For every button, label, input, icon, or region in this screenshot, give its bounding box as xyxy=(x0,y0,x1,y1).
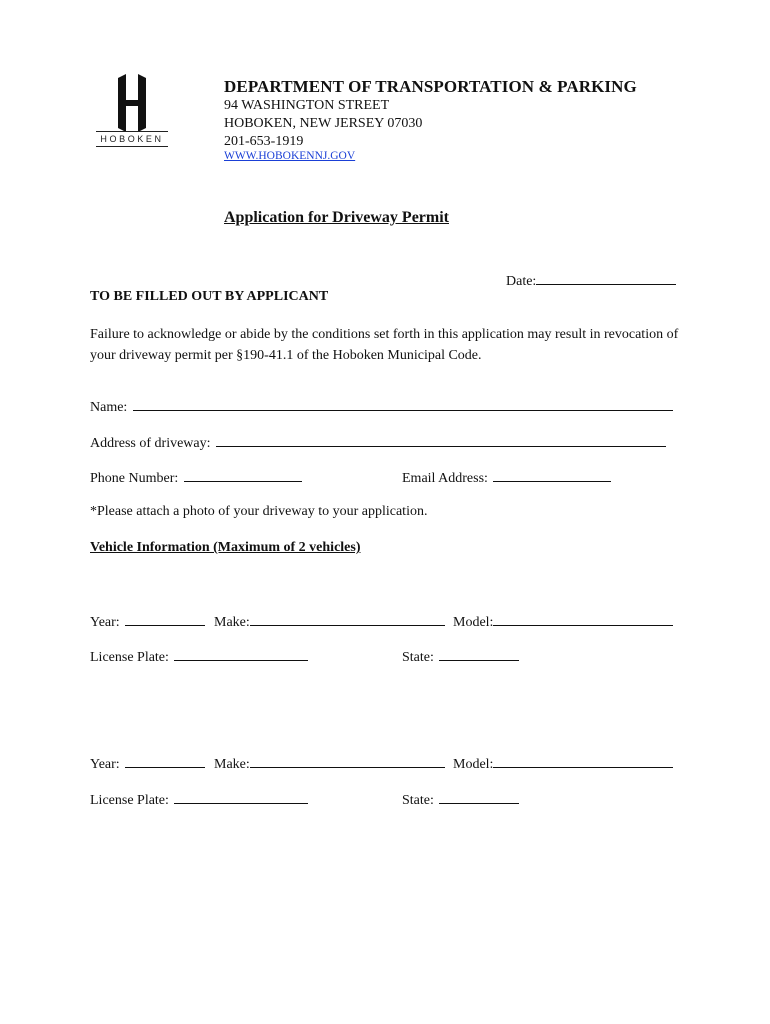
website-link[interactable]: WWW.HOBOKENNJ.GOV xyxy=(224,150,356,162)
vehicle-1-year-field[interactable] xyxy=(90,612,205,631)
hoboken-h-icon xyxy=(96,74,168,132)
vehicle-2-make-blank[interactable] xyxy=(250,754,445,768)
name-blank[interactable] xyxy=(133,397,673,411)
date-label: Date: xyxy=(506,274,537,289)
state-label: State: xyxy=(402,793,434,808)
phone-field[interactable] xyxy=(90,468,302,487)
email-label: Email Address: xyxy=(402,471,488,486)
date-field[interactable] xyxy=(506,271,676,290)
make-label: Make: xyxy=(214,757,250,772)
vehicle-heading: Vehicle Information (Maximum of 2 vehicles) xyxy=(90,540,361,555)
section-label: TO BE FILLED OUT BY APPLICANT xyxy=(90,289,329,304)
vehicle-2-model-field[interactable] xyxy=(453,754,673,773)
name-field[interactable] xyxy=(90,397,673,416)
hoboken-logo xyxy=(96,74,168,148)
vehicle-1-state-blank[interactable] xyxy=(439,647,519,661)
vehicle-2-year-blank[interactable] xyxy=(125,754,205,768)
email-field[interactable] xyxy=(402,468,611,487)
vehicle-1-model-field[interactable] xyxy=(453,612,673,631)
address-blank[interactable] xyxy=(216,433,666,447)
phone-blank[interactable] xyxy=(184,468,302,482)
state-label: State: xyxy=(402,650,434,665)
address-line-2: HOBOKEN, NEW JERSEY 07030 xyxy=(224,116,423,131)
year-label: Year: xyxy=(90,757,120,772)
vehicle-2-make-field[interactable] xyxy=(214,754,445,773)
vehicle-1-plate-field[interactable] xyxy=(90,647,308,666)
phone-number: 201-653-1919 xyxy=(224,134,304,149)
vehicle-2-state-blank[interactable] xyxy=(439,790,519,804)
name-label: Name: xyxy=(90,400,128,415)
logo-rule-top xyxy=(96,131,168,132)
address-line-1: 94 WASHINGTON STREET xyxy=(224,98,390,113)
vehicle-2-state-field[interactable] xyxy=(402,790,519,809)
vehicle-1-state-field[interactable] xyxy=(402,647,519,666)
vehicle-1-plate-blank[interactable] xyxy=(174,647,308,661)
address-field[interactable] xyxy=(90,433,666,452)
department-name: DEPARTMENT OF TRANSPORTATION & PARKING xyxy=(224,77,637,96)
vehicle-1-make-blank[interactable] xyxy=(250,612,445,626)
logo-rule-bottom xyxy=(96,146,168,147)
vehicle-1-model-blank[interactable] xyxy=(493,612,673,626)
vehicle-1-make-field[interactable] xyxy=(214,612,445,631)
vehicle-2-model-blank[interactable] xyxy=(493,754,673,768)
model-label: Model: xyxy=(453,615,494,630)
phone-label: Phone Number: xyxy=(90,471,179,486)
warning-paragraph: Failure to acknowledge or abide by the conditions set forth in this application may result in revocation of your driveway permit per §190-41.1 of the Hoboken Municipal Code. xyxy=(90,327,679,363)
form-title: Application for Driveway Permit xyxy=(224,209,449,226)
photo-note: *Please attach a photo of your driveway to your application. xyxy=(90,504,428,519)
date-blank[interactable] xyxy=(536,271,676,285)
plate-label: License Plate: xyxy=(90,793,169,808)
make-label: Make: xyxy=(214,615,250,630)
vehicle-2-year-field[interactable] xyxy=(90,754,205,773)
plate-label: License Plate: xyxy=(90,650,169,665)
address-label: Address of driveway: xyxy=(90,436,211,451)
email-blank[interactable] xyxy=(493,468,611,482)
vehicle-2-plate-field[interactable] xyxy=(90,790,308,809)
vehicle-1-year-blank[interactable] xyxy=(125,612,205,626)
model-label: Model: xyxy=(453,757,494,772)
year-label: Year: xyxy=(90,615,120,630)
vehicle-2-plate-blank[interactable] xyxy=(174,790,308,804)
logo-text: HOBOKEN xyxy=(100,134,164,144)
